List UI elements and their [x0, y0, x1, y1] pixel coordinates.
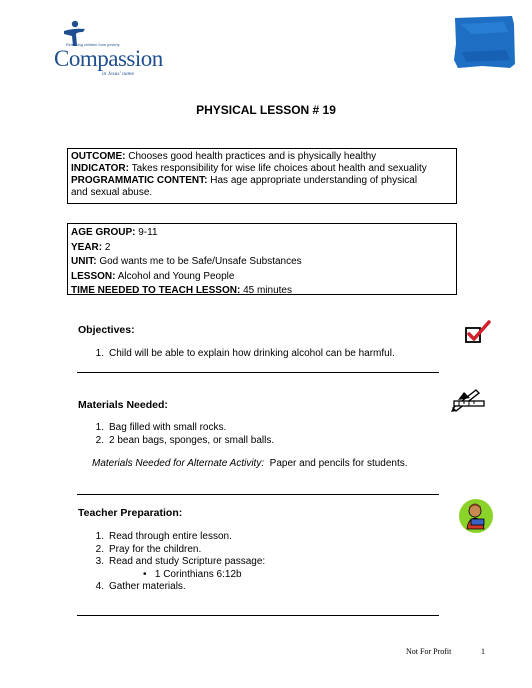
- item-number: 4.: [95, 580, 104, 592]
- item-number: 2.: [95, 543, 104, 555]
- objectives-list: [90, 348, 395, 361]
- item-text: 2 bean bags, sponges, or small balls.: [109, 434, 275, 446]
- content-line: [71, 175, 453, 187]
- sub-bullet-item: [90, 569, 265, 581]
- item-text: Gather materials.: [109, 580, 186, 592]
- age-label: AGE GROUP:: [71, 227, 136, 238]
- content-value: Has age appropriate understanding of physical: [210, 175, 418, 186]
- item-number: 2.: [95, 434, 104, 446]
- blue-brush-graphic: [452, 14, 516, 70]
- item-text: Pray for the children.: [109, 543, 202, 555]
- item-number: 3.: [95, 556, 104, 567]
- item-text: Child will be able to explain how drinking alcohol can be harmful.: [109, 348, 395, 359]
- item-text: Read and study Scripture passage:: [109, 556, 266, 567]
- page-number: 1: [481, 647, 485, 656]
- logo-wordmark: Compassion: [54, 46, 163, 71]
- sub-bullet-text: 1 Corinthians 6:12b: [154, 568, 242, 580]
- year-label: YEAR:: [71, 241, 103, 253]
- outcome-box: [67, 148, 457, 204]
- compassion-logo: [52, 20, 164, 77]
- outcome-value: Chooses good health practices and is physically healthy: [128, 151, 377, 162]
- indicator-line: [71, 163, 453, 175]
- time-line: [71, 284, 453, 299]
- unit-value: God wants me to be Safe/Unsafe Substances: [99, 256, 302, 268]
- list-item: [90, 348, 395, 361]
- time-value: 45 minutes: [243, 285, 292, 297]
- list-item: [90, 531, 265, 544]
- item-text: Read through entire lesson.: [109, 531, 232, 542]
- list-item: [90, 556, 265, 569]
- materials-list: [90, 422, 274, 447]
- outcome-line: [71, 151, 453, 163]
- objectives-heading: Objectives:: [78, 324, 135, 336]
- checkbox-check-icon: [464, 320, 492, 346]
- list-item: [90, 581, 265, 594]
- list-item: [90, 422, 274, 435]
- alternate-value: Paper and pencils for students.: [269, 458, 408, 469]
- page-title: PHYSICAL LESSON # 19: [196, 103, 336, 117]
- pencil-tools-icon: [450, 386, 488, 412]
- logo-tagline: Releasing children from poverty: [66, 43, 120, 47]
- time-label: TIME NEEDED TO TEACH LESSON:: [71, 285, 241, 297]
- lesson-info-box: [67, 223, 457, 295]
- list-item: [90, 435, 274, 448]
- outcome-label: OUTCOME:: [71, 151, 126, 162]
- item-text: Bag filled with small rocks.: [109, 422, 227, 433]
- item-number: 1.: [95, 422, 104, 433]
- section-divider: [77, 372, 439, 373]
- lesson-line: [71, 270, 453, 285]
- indicator-label: INDICATOR:: [71, 163, 129, 174]
- materials-heading: Materials Needed:: [78, 399, 168, 411]
- section-divider: [77, 494, 439, 495]
- year-value: 2: [104, 241, 111, 253]
- item-number: 1.: [95, 531, 104, 542]
- age-value: 9-11: [138, 227, 158, 238]
- preparation-heading: Teacher Preparation:: [78, 507, 183, 519]
- section-divider: [77, 615, 439, 616]
- footer-text: Not For Profit: [406, 647, 452, 656]
- age-line: [71, 226, 453, 241]
- content-line-2: and sexual abuse.: [71, 187, 153, 198]
- unit-line: [71, 255, 453, 270]
- lesson-label: LESSON:: [71, 270, 116, 282]
- alternate-label: Materials Needed for Alternate Activity:: [92, 458, 265, 469]
- item-number: 1.: [95, 348, 104, 359]
- alternate-materials: [92, 458, 408, 469]
- bullet-icon: •: [143, 568, 147, 580]
- content-label: PROGRAMMATIC CONTENT:: [71, 175, 208, 186]
- preparation-list: [90, 531, 265, 593]
- logo-subline: in Jesus' name: [102, 71, 135, 77]
- unit-label: UNIT:: [71, 256, 97, 268]
- indicator-value: Takes responsibility for wise life choices about health and sexuality: [131, 163, 427, 174]
- year-line: [71, 241, 453, 256]
- lesson-value: Alcohol and Young People: [117, 270, 235, 282]
- teacher-reading-icon: [458, 498, 494, 534]
- list-item: [90, 544, 265, 557]
